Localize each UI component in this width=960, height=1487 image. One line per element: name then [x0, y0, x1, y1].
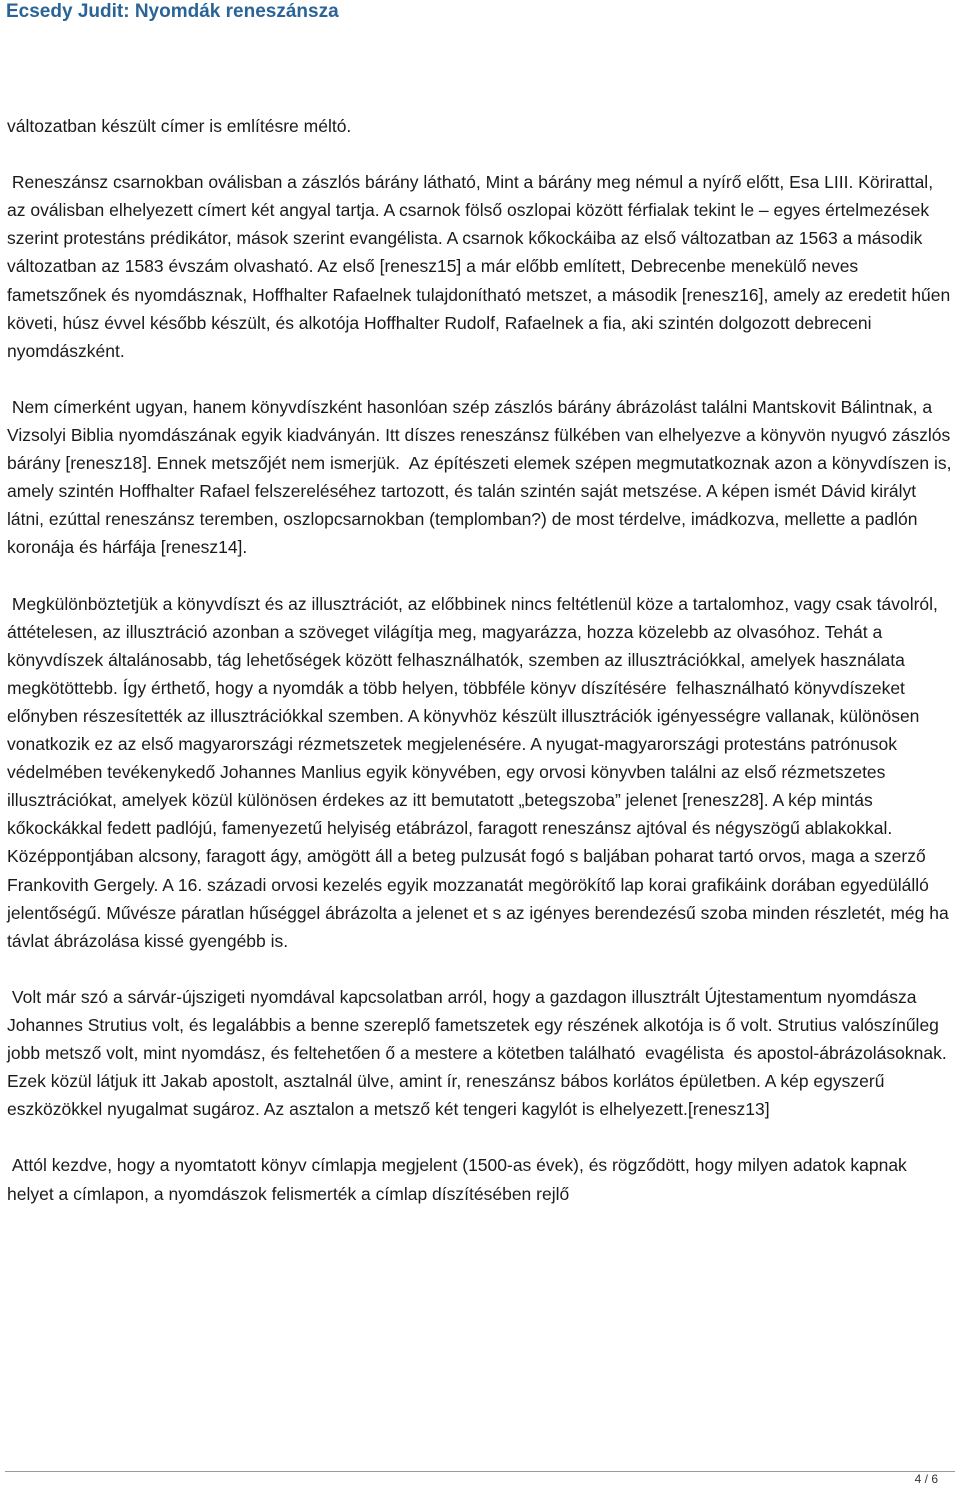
- paragraph-gap: [7, 365, 955, 393]
- paragraph-gap: [7, 1123, 955, 1151]
- paragraph-4: Megkülönböztetjük a könyvdíszt és az illusztrációt, az előbbinek nincs feltétlenül köze a tartalomhoz, vagy csak távolról, áttételesen, az illusztráció azonban a szöveget világítja meg, magyarázza, hozza közelebb az olvasóhoz. Tehát a könyvdíszek általánosabb, tág lehetőségek között felhasználhatók, szemben az illusztrációkkal, amelyek használata megkötöttebb. Így érthető, hogy a nyomdák a több helyen, többféle könyv díszítésére felhasználható könyvdíszeket előnyben részesítették az illusztrációkkal szemben. A könyvhöz készült illusztrációk igényességre vallanak, különösen vonatkozik ez az első magyarországi rézmetszetek megjelenésére. A nyugat-magyarországi protestáns patrónusok védelmében tevékenykedő Johannes Manlius egyik könyvében, egy orvosi könyvben találni az első rézmetszetes illusztrációkat, amelyek közül különösen érdekes az itt bemutatott „betegszoba” jelenet [renesz28]. A kép mintás kőkockákkal fedett padlójú, famenyezetű helyiség etábrázol, faragott reneszánsz ajtóval és négyszögű ablakokkal. Középpontjában alcsony, faragott ágy, amögött áll a beteg pulzusát fogó s baljában poharat tartó orvos, maga a szerző Frankovith Gergely. A 16. századi orvosi kezelés egyik mozzanatát megörökítő lap korai grafikáink dorában egyedülálló jelentőségű. Művésze páratlan hűséggel ábrázolta a jelenet et s az igényes berendezésű szoba minden részletét, még ha távlat ábrázolása kissé gyengébb is.: [7, 593, 959, 951]
- paragraph-1: változatban készült címer is említésre méltó.: [7, 116, 352, 136]
- paragraph-5: Volt már szó a sárvár-újszigeti nyomdával kapcsolatban arról, hogy a gazdagon illusztrált Újtestamentum nyomdásza Johannes Strutius volt, és legalábbis a benne szereplő fametszetek egy részének alkotója is ő volt. Strutius valószínűleg jobb metsző volt, mint nyomdász, és feltehetően ő a mestere a kötetben található evagélista és apostol-ábrázolásoknak. Ezek közül látjuk itt Jakab apostolt, asztalnál ülve, amint ír, reneszánsz bábos korlátos épületben. A kép egyszerű eszközökkel nyugalmat sugároz. Az asztalon a metsző két tengeri kagylót is elhelyezett.[renesz13]: [7, 986, 952, 1120]
- paragraph-2: Reneszánsz csarnokban oválisban a zászlós bárány látható, Mint a bárány meg némul a nyírő előtt, Esa LIII. Körirattal, az oválisban elhelyezett címert két angyal tartja. A csarnok fölső oszlopai között férfialak tekint le – egyes értelmezések szerint protestáns prédikátor, mások szerint evangélista. A csarnok kőkockáiba az első változatban az 1563 a második változatban az 1583 évszám olvasható. Az első [renesz15] a már előbb említett, Debrecenbe menekülő neves fametszőnek és nyomdásznak, Hoffhalter Rafaelnek tulajdonítható metszet, a második [renesz16], amely az eredetit hűen követi, húsz évvel később készült, és alkotója Hoffhalter Rudolf, Rafaelnek a fia, aki szintén dolgozott debreceni nyomdászként.: [7, 172, 956, 361]
- paragraph-gap: [7, 562, 955, 590]
- document-body: [7, 112, 959, 1208]
- page-number: 4 / 6: [914, 1472, 938, 1486]
- paragraph-gap: [7, 955, 955, 983]
- document-title: Ecsedy Judit: Nyomdák reneszánsza: [6, 1, 339, 22]
- paragraph-3: Nem címerként ugyan, hanem könyvdíszként hasonlóan szép zászlós bárány ábrázolást találni Mantskovit Bálintnak, a Vizsolyi Biblia nyomdászának egyik kiadványán. Itt díszes reneszánsz fülkében van elhelyezve a könyvön nyugvó zászlós bárány [renesz18]. Ennek metszőjét nem ismerjük. Az építészeti elemek szépen megmutatkoznak azon a könyvdíszen is, amely szintén Hoffhalter Rafael felszereléséhez tartozott, és talán szintén saját metszése. A képen ismét Dávid királyt látni, ezúttal reneszánsz teremben, oszlopcsarnokban (templomban?) de most térdelve, imádkozva, mellette a padlón koronája és hárfája [renesz14].: [7, 396, 957, 558]
- paragraph-gap: [7, 140, 955, 168]
- footer-divider: [5, 1471, 955, 1472]
- document-header: [0, 0, 960, 28]
- paragraph-6: Attól kezdve, hogy a nyomtatott könyv címlapja megjelent (1500-as évek), és rögződött, hogy milyen adatok kapnak helyet a címlapon, a nyomdászok felismerték a címlap díszítésében rejlő: [7, 1155, 912, 1204]
